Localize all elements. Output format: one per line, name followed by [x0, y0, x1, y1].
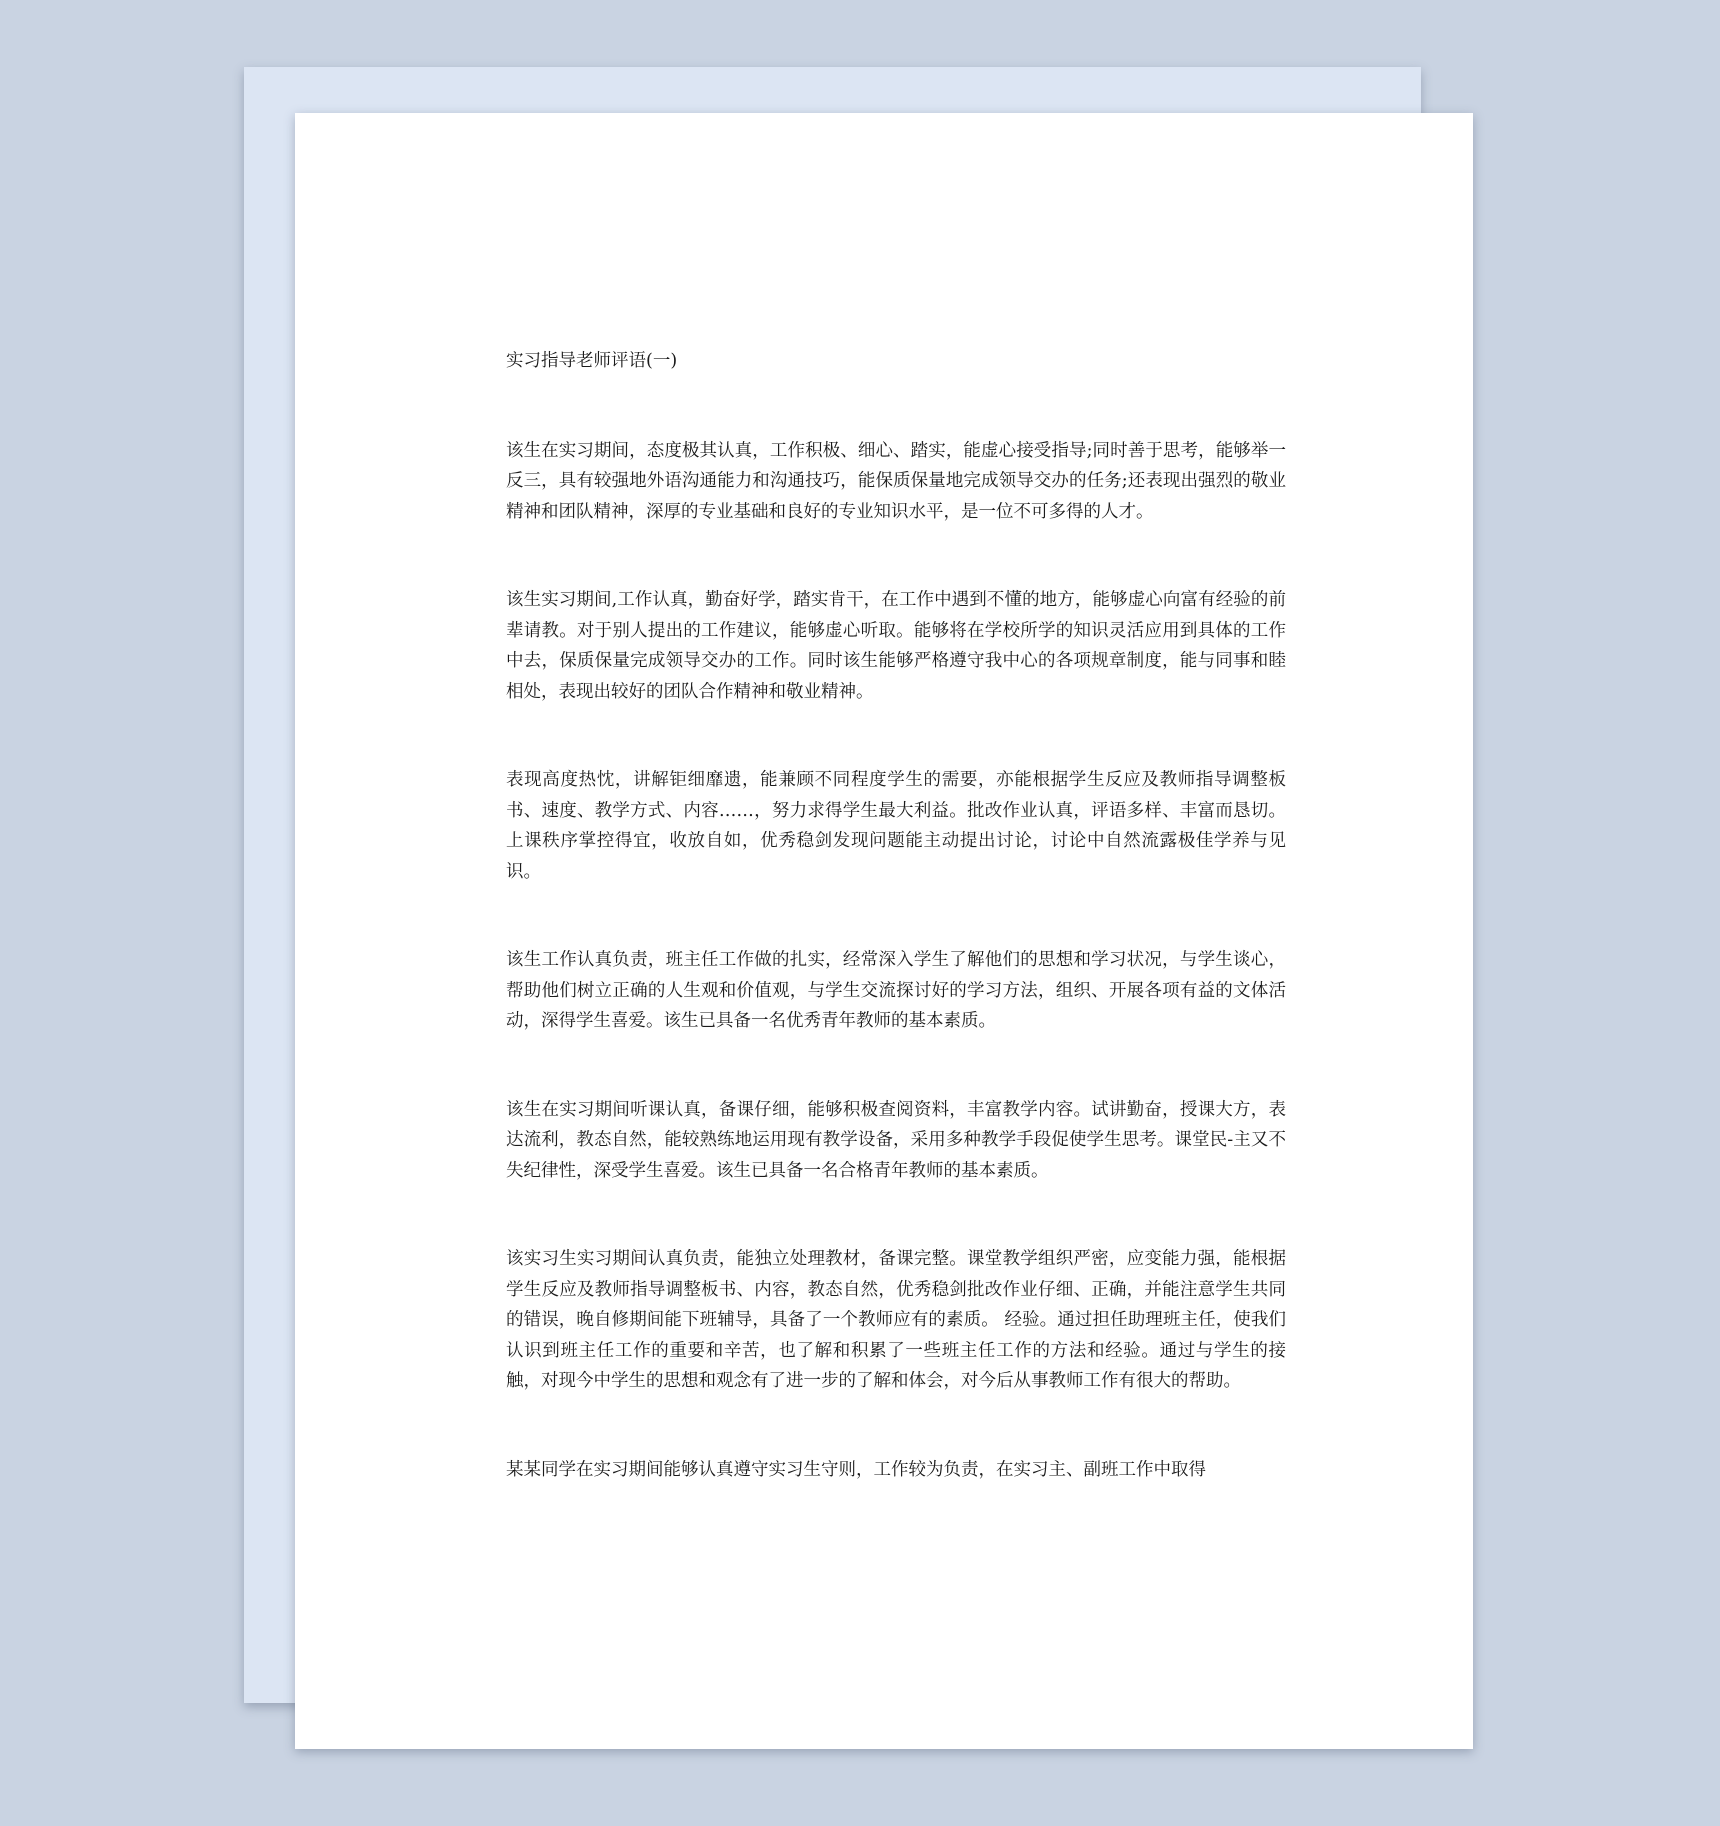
paragraph-2: 该生实习期间,工作认真，勤奋好学，踏实肯干，在工作中遇到不懂的地方，能够虚心向富有经验的前辈请教。对于别人提出的工作建议，能够虚心听取。能够将在学校所学的知识灵活应用到具体的工作中去，保质保量完成领导交办的工作。同时该生能够严格遵守我中心的各项规章制度，能与同事和睦相处，表现出较好的团队合作精神和敬业精神。 [506, 590, 1286, 702]
paragraph-1: 该生在实习期间，态度极其认真，工作积极、细心、踏实，能虚心接受指导;同时善于思考，能够举一反三，具有较强地外语沟通能力和沟通技巧，能保质保量地完成领导交办的任务;还表现出强烈的敬业精神和团队精神，深厚的专业基础和良好的专业知识水平，是一位不可多得的人才。 [506, 440, 1286, 522]
paragraph-6: 该实习生实习期间认真负责，能独立处理教材，备课完整。课堂教学组织严密，应变能力强，能根据学生反应及教师指导调整板书、内容，教态自然，优秀稳剑批改作业仔细、正确，并能注意学生共同的错误，晚自修期间能下班辅导，具备了一个教师应有的素质。 经验。通过担任助理班主任，使我们认识到班主任工作的重要和辛苦，也了解和积累了一些班主任工作的方法和经验。通过与学生的接触，对现今中学生的思想和观念有了进一步的了解和体会，对今后从事教师工作有很大的帮助。 [506, 1249, 1286, 1391]
document-title: 实习指导老师评语(一) [506, 351, 678, 371]
paragraph-7: 某某同学在实习期间能够认真遵守实习生守则，工作较为负责，在实习主、副班工作中取得 [506, 1459, 1206, 1480]
paragraph-5: 该生在实习期间听课认真，备课仔细，能够积极查阅资料，丰富教学内容。试讲勤奋，授课大方，表达流利，教态自然，能较熟练地运用现有教学设备，采用多种教学手段促使学生思考。课堂民-主又不失纪律性，深受学生喜爱。该生已具备一名合格青年教师的基本素质。 [506, 1099, 1286, 1181]
document-body [506, 346, 1286, 1485]
document-page [295, 113, 1473, 1749]
paragraph-4: 该生工作认真负责，班主任工作做的扎实，经常深入学生了解他们的思想和学习状况，与学生谈心，帮助他们树立正确的人生观和价值观，与学生交流探讨好的学习方法，组织、开展各项有益的文体活动，深得学生喜爱。该生已具备一名优秀青年教师的基本素质。 [506, 950, 1286, 1031]
paragraph-3: 表现高度热忱，讲解钜细靡遗，能兼顾不同程度学生的需要，亦能根据学生反应及教师指导调整板书、速度、教学方式、内容……，努力求得学生最大利益。批改作业认真，评语多样、丰富而恳切。上课秩序掌控得宜，收放自如，优秀稳剑发现问题能主动提出讨论，讨论中自然流露极佳学养与见识。 [506, 770, 1286, 882]
